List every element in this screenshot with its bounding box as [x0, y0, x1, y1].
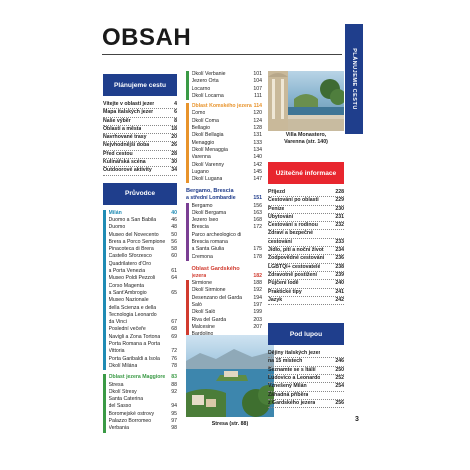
milan-entry[interactable] [109, 326, 178, 333]
toc-entry-label: Okolí Verbanie [191, 71, 226, 77]
toc-entry-page: 238 [335, 263, 344, 270]
como-entry[interactable] [192, 176, 263, 183]
maggiore-entry[interactable] [192, 78, 263, 85]
toc-entry-label: Bergamo [191, 202, 213, 209]
useful-entry[interactable] [268, 264, 344, 272]
toc-entry-label: Navigli a Zona Tortona [108, 333, 161, 340]
toc-entry-label: Navrhované trasy [103, 134, 147, 141]
maggiore-cont-list [192, 71, 263, 100]
toc-entry-page: 34 [171, 167, 177, 174]
column-1 [103, 74, 177, 433]
toc-entry-page: 4 [174, 101, 177, 107]
useful-entry[interactable] [268, 214, 344, 222]
toc-entry-page: 50 [171, 231, 177, 238]
toc-entry-label: Boromejské ostrovy [108, 410, 155, 417]
toc-entry-page: 188 [253, 280, 262, 287]
milan-entry[interactable] [109, 283, 178, 290]
toc-entry-page: 8 [174, 117, 177, 124]
toc-entry-page: 230 [335, 205, 344, 212]
toc-entry-page: 232 [335, 222, 344, 229]
stresa-photo [186, 335, 274, 417]
toc-entry-page: 58 [171, 246, 177, 253]
toc-entry-label: Mapa italských jezer [103, 109, 154, 116]
maggiore-entry[interactable] [109, 382, 178, 389]
maggiore-entry[interactable] [109, 411, 178, 418]
toc-entry-page: 233 [335, 238, 344, 245]
milan-entry[interactable] [109, 246, 178, 253]
como-entry[interactable] [192, 147, 263, 154]
planning-entry[interactable] [103, 118, 177, 126]
toc-entry-page: 192 [253, 287, 262, 294]
bergamo-entry[interactable] [192, 224, 263, 231]
toc-entry-page: 72 [171, 348, 177, 355]
como-entry[interactable] [192, 125, 263, 132]
toc-entry-label: Duomo a San Babila [108, 216, 157, 223]
toc-entry-label: Okolí Coma [191, 117, 219, 124]
depth-entry[interactable] [268, 400, 344, 408]
toc-entry-label: Poslední večeře [108, 326, 146, 333]
como-heading[interactable]: Oblast Komského jezera 114 [191, 103, 262, 110]
garda-entry[interactable] [192, 302, 263, 309]
toc-entry-label: Salò [191, 301, 202, 308]
toc-entry-page: 128 [253, 125, 262, 132]
milan-entry[interactable] [109, 341, 178, 348]
toc-entry-label: della Scienza e della [108, 304, 157, 311]
toc-entry-label: Corso Magenta [108, 282, 144, 289]
villa-caption-line2: Varenna (str. 140) [284, 138, 328, 145]
toc-entry-page: 175 [253, 246, 262, 253]
guide-section-header: Průvodce [103, 183, 177, 205]
toc-entry-page: 241 [335, 288, 344, 295]
toc-entry-label: Verbania [108, 425, 129, 432]
bergamo-entry[interactable] [192, 232, 263, 239]
toc-entry-page: 101 [253, 71, 262, 77]
milan-heading[interactable]: Milán 40 [108, 209, 177, 216]
toc-entry-page: 78 [171, 362, 177, 369]
toc-entry-label: Okolí Milána [108, 362, 138, 369]
toc-entry-label: Lugano [191, 168, 209, 175]
garda-entry[interactable] [192, 287, 263, 294]
toc-entry-label: Seznamte se s Itálií [268, 366, 316, 373]
toc-entry-label: Parco archeologico di [191, 231, 242, 238]
useful-entry[interactable] [268, 255, 344, 263]
milan-entry[interactable] [109, 334, 178, 341]
toc-entry-page: 95 [171, 410, 177, 417]
milan-entry[interactable] [109, 356, 178, 363]
toc-entry-page: 163 [253, 209, 262, 216]
depth-entry[interactable] [268, 375, 344, 383]
toc-entry-label: Peníze [268, 205, 285, 212]
bergamo-group [186, 203, 262, 261]
toc-entry-label: Brescia [191, 224, 209, 231]
bergamo-heading-line1: Bergamo, Brescia [186, 188, 234, 195]
como-entry[interactable] [192, 110, 263, 117]
bergamo-entry[interactable] [192, 246, 263, 253]
toc-entry-label: Okolí Varenny [191, 161, 224, 168]
toc-entry-label: Okolí Locarna [191, 92, 224, 99]
page-number: 3 [355, 416, 359, 423]
toc-entry-label: del Sasso [108, 403, 132, 410]
planning-entry[interactable] [103, 159, 177, 167]
toc-entry-page: 124 [253, 117, 262, 124]
toc-entry-label: Locarno [191, 85, 211, 92]
planning-entry[interactable] [103, 134, 177, 142]
toc-entry-page: 234 [335, 247, 344, 254]
toc-entry-page: 61 [171, 268, 177, 275]
toc-entry-label: Jezero Orta [191, 78, 219, 85]
toc-entry-page: 194 [253, 294, 262, 301]
useful-entry[interactable] [268, 206, 344, 214]
como-entry[interactable] [192, 169, 263, 176]
toc-entry-page: 111 [254, 92, 262, 99]
milan-entry[interactable] [109, 253, 178, 260]
toc-entry-label: Vítejte v oblasti jezer [103, 101, 155, 107]
toc-entry-page: 142 [253, 161, 262, 168]
toc-entry-page: 46 [171, 216, 177, 223]
toc-entry-page: 68 [171, 326, 177, 333]
milan-entry[interactable] [109, 312, 178, 319]
como-entry[interactable] [192, 154, 263, 161]
useful-entry[interactable] [268, 189, 344, 197]
milan-entry[interactable] [109, 290, 178, 297]
page-title: OBSAH [102, 24, 192, 51]
toc-entry-page: 76 [171, 355, 177, 362]
toc-entry-page: 140 [253, 154, 262, 161]
toc-entry-label: Dějiny italských jezer [268, 350, 321, 357]
toc-entry-label: Quadrilatero d'Oro [108, 260, 152, 267]
depth-entry[interactable] [268, 392, 344, 400]
toc-entry-label: a Santa Giulia [191, 246, 225, 253]
toc-entry-label: Záhadná příběra [268, 391, 309, 398]
toc-entry-page: 156 [253, 202, 262, 209]
milan-color-bar [103, 210, 106, 371]
garda-heading-line2: jezera 182 [191, 272, 262, 279]
toc-entry-label: Vittoria [108, 348, 125, 355]
milan-entry[interactable] [109, 268, 178, 275]
toc-entry-page: 199 [253, 309, 262, 316]
villa-photo-illustration [268, 71, 344, 131]
toc-entry-page: 133 [253, 139, 262, 146]
toc-entry-label: Okolí Stresy [108, 388, 137, 395]
villa-monastero-photo [268, 71, 344, 131]
toc-entry-page: 94 [171, 403, 177, 410]
toc-entry-page: 92 [171, 388, 177, 395]
toc-entry-label: Menaggio [191, 139, 215, 146]
toc-entry-page: 120 [253, 110, 262, 117]
toc-entry-label: a Sant'Ambrogio [108, 289, 147, 296]
bergamo-entry[interactable] [192, 217, 263, 224]
toc-entry-page: 228 [335, 189, 344, 195]
maggiore-cont-group [186, 71, 262, 100]
maggiore-cont-bar [186, 71, 189, 100]
toc-entry-label: Castello Sforzesco [108, 253, 152, 260]
maggiore-entry[interactable] [109, 389, 178, 396]
toc-entry-label: Bellagio [191, 125, 210, 132]
column-3 [268, 162, 344, 408]
toc-entry-page: 107 [253, 85, 262, 92]
planning-section-header: Plánujeme cestu [103, 74, 177, 96]
toc-entry-page: 30 [171, 159, 177, 166]
toc-entry-label: Okolí Sirmione [191, 287, 226, 294]
toc-entry-label: Příjezd [268, 189, 286, 195]
useful-entry[interactable] [268, 280, 344, 288]
planning-entry[interactable] [103, 126, 177, 134]
toc-entry-label: Nejvhodnější doba [103, 142, 150, 149]
como-color-bar [186, 103, 189, 183]
useful-section-header: Užitečné informace [268, 162, 344, 184]
section-side-tab [345, 24, 363, 134]
como-list [192, 110, 263, 183]
useful-entry[interactable] [268, 230, 344, 238]
bergamo-heading[interactable] [186, 188, 262, 202]
toc-entry-label: na 15 místech [268, 358, 303, 365]
villa-caption-line1: Villa Monastero, [285, 132, 327, 138]
toc-entry-label: Cestování po oblasti [268, 197, 319, 204]
useful-list [268, 189, 344, 305]
toc-entry-page: 6 [174, 109, 177, 116]
milan-entry[interactable] [109, 305, 178, 312]
stresa-caption: Stresa (str. 88) [211, 421, 249, 427]
toc-entry-label: Jazyk [268, 296, 283, 303]
column-2 [186, 71, 262, 375]
toc-entry-label: Museo Nazionale [108, 297, 149, 304]
toc-entry-label: Okolí Salò [191, 309, 216, 316]
depth-list [268, 350, 344, 408]
planning-entry[interactable] [103, 167, 177, 175]
milan-entry[interactable] [109, 239, 178, 246]
toc-entry-label: Před cestou [103, 150, 133, 157]
planning-entry[interactable] [103, 151, 177, 159]
garda-entry[interactable] [192, 317, 263, 324]
stresa-photo-illustration [186, 335, 274, 417]
bergamo-list [192, 203, 263, 261]
depth-section-header: Pod lupou [268, 323, 344, 345]
como-entry[interactable] [192, 132, 263, 139]
bergamo-heading-line2: a střední Lombardie 151 [186, 195, 262, 202]
toc-entry-label: Stresa [108, 381, 124, 388]
toc-entry-page: 48 [171, 224, 177, 231]
toc-entry-label: Varenna [191, 154, 211, 161]
toc-entry-label: Okolí Bellagia [191, 132, 224, 139]
milan-entry[interactable] [109, 232, 178, 239]
toc-entry-page: 56 [171, 238, 177, 245]
toc-entry-label: Porta Romana a Porta [108, 341, 161, 348]
toc-entry-page: 69 [171, 333, 177, 340]
toc-entry-label: Cestování s rodinou [268, 222, 318, 229]
como-entry[interactable] [192, 140, 263, 147]
maggiore-entry[interactable] [109, 425, 178, 432]
toc-entry-label: Malcesine [191, 323, 215, 330]
milan-entry[interactable] [109, 261, 178, 268]
toc-entry-page: 28 [171, 150, 177, 157]
toc-entry-label: Tecnologia Leonardo [108, 311, 157, 318]
planning-entry[interactable] [103, 109, 177, 117]
toc-entry-label: Sirmione [191, 280, 212, 287]
toc-entry-page: 67 [171, 319, 177, 326]
toc-entry-page: 242 [335, 296, 344, 303]
depth-entry[interactable] [268, 358, 344, 366]
toc-entry-page: 256 [335, 399, 344, 406]
toc-entry-page: 131 [253, 132, 262, 139]
maggiore-group [103, 374, 177, 432]
title-divider [102, 54, 342, 55]
toc-entry-page: 239 [335, 271, 344, 278]
toc-entry-label: Okolí Bergama [191, 209, 227, 216]
useful-entry[interactable] [268, 197, 344, 205]
toc-entry-label: Porta Garibaldi a Isola [108, 355, 160, 362]
toc-entry-label: Duomo [108, 224, 126, 231]
toc-entry-label: Outdoorové aktivity [103, 167, 152, 174]
toc-entry-page: 147 [253, 176, 262, 183]
toc-entry-label: Půjčení lodě [268, 280, 299, 287]
garda-heading-line1: Oblast Gardského [191, 265, 240, 272]
maggiore-entry[interactable] [192, 71, 263, 78]
toc-entry-label: Okolí Lugana [191, 176, 223, 183]
toc-entry-page: 178 [253, 253, 262, 260]
toc-entry-page: 254 [335, 383, 344, 390]
useful-entry[interactable] [268, 247, 344, 255]
maggiore-entry[interactable] [192, 93, 263, 100]
maggiore-heading[interactable]: Oblast jezera Maggiore 83 [108, 374, 177, 381]
toc-entry-page: 134 [253, 146, 262, 153]
como-group [186, 103, 262, 183]
toc-entry-label: Naše výběr [103, 117, 131, 124]
toc-entry-page: 168 [253, 217, 262, 224]
depth-entry[interactable] [268, 383, 344, 391]
milan-entry[interactable] [109, 224, 178, 231]
toc-entry-label: Cremona [191, 253, 213, 260]
toc-entry-label: Praktické tipy [268, 288, 302, 295]
toc-entry-page: 60 [171, 253, 177, 260]
toc-entry-page: 236 [335, 255, 344, 262]
toc-entry-label: Como [191, 110, 206, 117]
depth-entry[interactable] [268, 367, 344, 375]
toc-entry-label: Vznešený Milán [268, 383, 307, 390]
useful-entry[interactable] [268, 297, 344, 305]
toc-entry-label: z Gardského jezera [268, 399, 316, 406]
toc-entry-page: 97 [171, 417, 177, 424]
toc-entry-label: Riva del Garda [191, 316, 227, 323]
toc-entry-label: a Porta Venezia [108, 268, 146, 275]
planning-entry[interactable] [103, 142, 177, 150]
toc-entry-label: Oblasti a města [103, 125, 142, 132]
maggiore-list [109, 382, 178, 433]
toc-entry-label: Zdraví a bezpečné [268, 230, 313, 237]
toc-entry-page: 252 [335, 375, 344, 382]
villa-caption [262, 132, 350, 145]
toc-entry-label: Santa Caterina [108, 396, 144, 403]
bergamo-entry[interactable] [192, 203, 263, 210]
toc-entry-label: Brera a Porco Sempione [108, 238, 166, 245]
toc-entry-page: 203 [253, 316, 262, 323]
toc-entry-label: cestování [268, 238, 292, 245]
depth-entry[interactable] [268, 350, 344, 358]
maggiore-entry[interactable] [192, 86, 263, 93]
toc-entry-page: 172 [253, 224, 262, 231]
garda-heading[interactable] [186, 266, 262, 280]
milan-entry[interactable] [109, 348, 178, 355]
toc-entry-label: Desenzano del Garda [191, 294, 242, 301]
toc-entry-page: 207 [253, 323, 262, 330]
como-entry[interactable] [192, 162, 263, 169]
side-tab-label: PLÁNUJEME CESTU [351, 48, 357, 110]
planning-entry[interactable] [103, 101, 177, 109]
toc-entry-page: 64 [171, 275, 177, 282]
toc-entry-label: Brescia romana [191, 239, 228, 246]
toc-entry-page: 246 [335, 358, 344, 365]
maggiore-entry[interactable] [109, 418, 178, 425]
toc-entry-page: 145 [253, 168, 262, 175]
como-entry[interactable] [192, 118, 263, 125]
toc-entry-page: 20 [171, 134, 177, 141]
bergamo-entry[interactable] [192, 239, 263, 246]
toc-entry-label: Museo Poldi Pezzoli [108, 275, 156, 282]
toc-entry-label: Okolí Menaggia [191, 146, 228, 153]
planning-list [103, 101, 177, 176]
garda-entry[interactable] [192, 295, 263, 302]
toc-entry-page: 98 [171, 425, 177, 432]
milan-entry[interactable] [109, 217, 178, 224]
toc-entry-label: Ludovico a Leonardo [268, 375, 321, 382]
toc-entry-page: 65 [171, 289, 177, 296]
milan-group [103, 210, 177, 371]
toc-entry-label: Zodpovědné cestování [268, 255, 325, 262]
bergamo-color-bar [186, 203, 189, 261]
toc-entry-label: Ubytování [268, 213, 294, 220]
milan-entry[interactable] [109, 319, 178, 326]
toc-entry-label: Palazzo Borromeo [108, 417, 152, 424]
useful-entry[interactable] [268, 272, 344, 280]
milan-entry[interactable] [109, 275, 178, 282]
toc-entry-label: Zdravotně postižení [268, 271, 317, 278]
garda-entry[interactable] [192, 309, 263, 316]
toc-entry-label: Pinacoteca di Brera [108, 246, 154, 253]
milan-list [109, 217, 178, 370]
bergamo-entry[interactable] [192, 254, 263, 261]
toc-entry-page: 26 [171, 142, 177, 149]
useful-entry[interactable] [268, 289, 344, 297]
useful-entry[interactable] [268, 222, 344, 230]
garda-entry[interactable] [192, 280, 263, 287]
toc-entry-page: 231 [335, 213, 344, 220]
toc-entry-page: 104 [253, 78, 262, 85]
toc-entry-page: 240 [335, 280, 344, 287]
maggiore-color-bar [103, 374, 106, 432]
milan-entry[interactable] [109, 363, 178, 370]
useful-entry[interactable] [268, 239, 344, 247]
bergamo-entry[interactable] [192, 210, 263, 217]
toc-entry-label: da Vinci [108, 319, 127, 326]
milan-entry[interactable] [109, 297, 178, 304]
toc-entry-page: 88 [171, 381, 177, 388]
toc-entry-page: 229 [335, 197, 344, 204]
garda-entry[interactable] [192, 324, 263, 331]
toc-entry-label: LGBTQI+ cestovatelé [268, 263, 321, 270]
toc-entry-page: 18 [171, 125, 177, 132]
toc-entry-label: Jezero Iseo [191, 217, 219, 224]
toc-entry-label: Jídlo, pití a noční život [268, 247, 324, 254]
toc-entry-label: Museo del Novecento [108, 231, 159, 238]
maggiore-entry[interactable] [109, 396, 178, 403]
toc-entry-page: 197 [253, 301, 262, 308]
maggiore-entry[interactable] [109, 403, 178, 410]
toc-entry-label: Kulinářská scéna [103, 159, 146, 166]
toc-entry-page: 250 [335, 366, 344, 373]
